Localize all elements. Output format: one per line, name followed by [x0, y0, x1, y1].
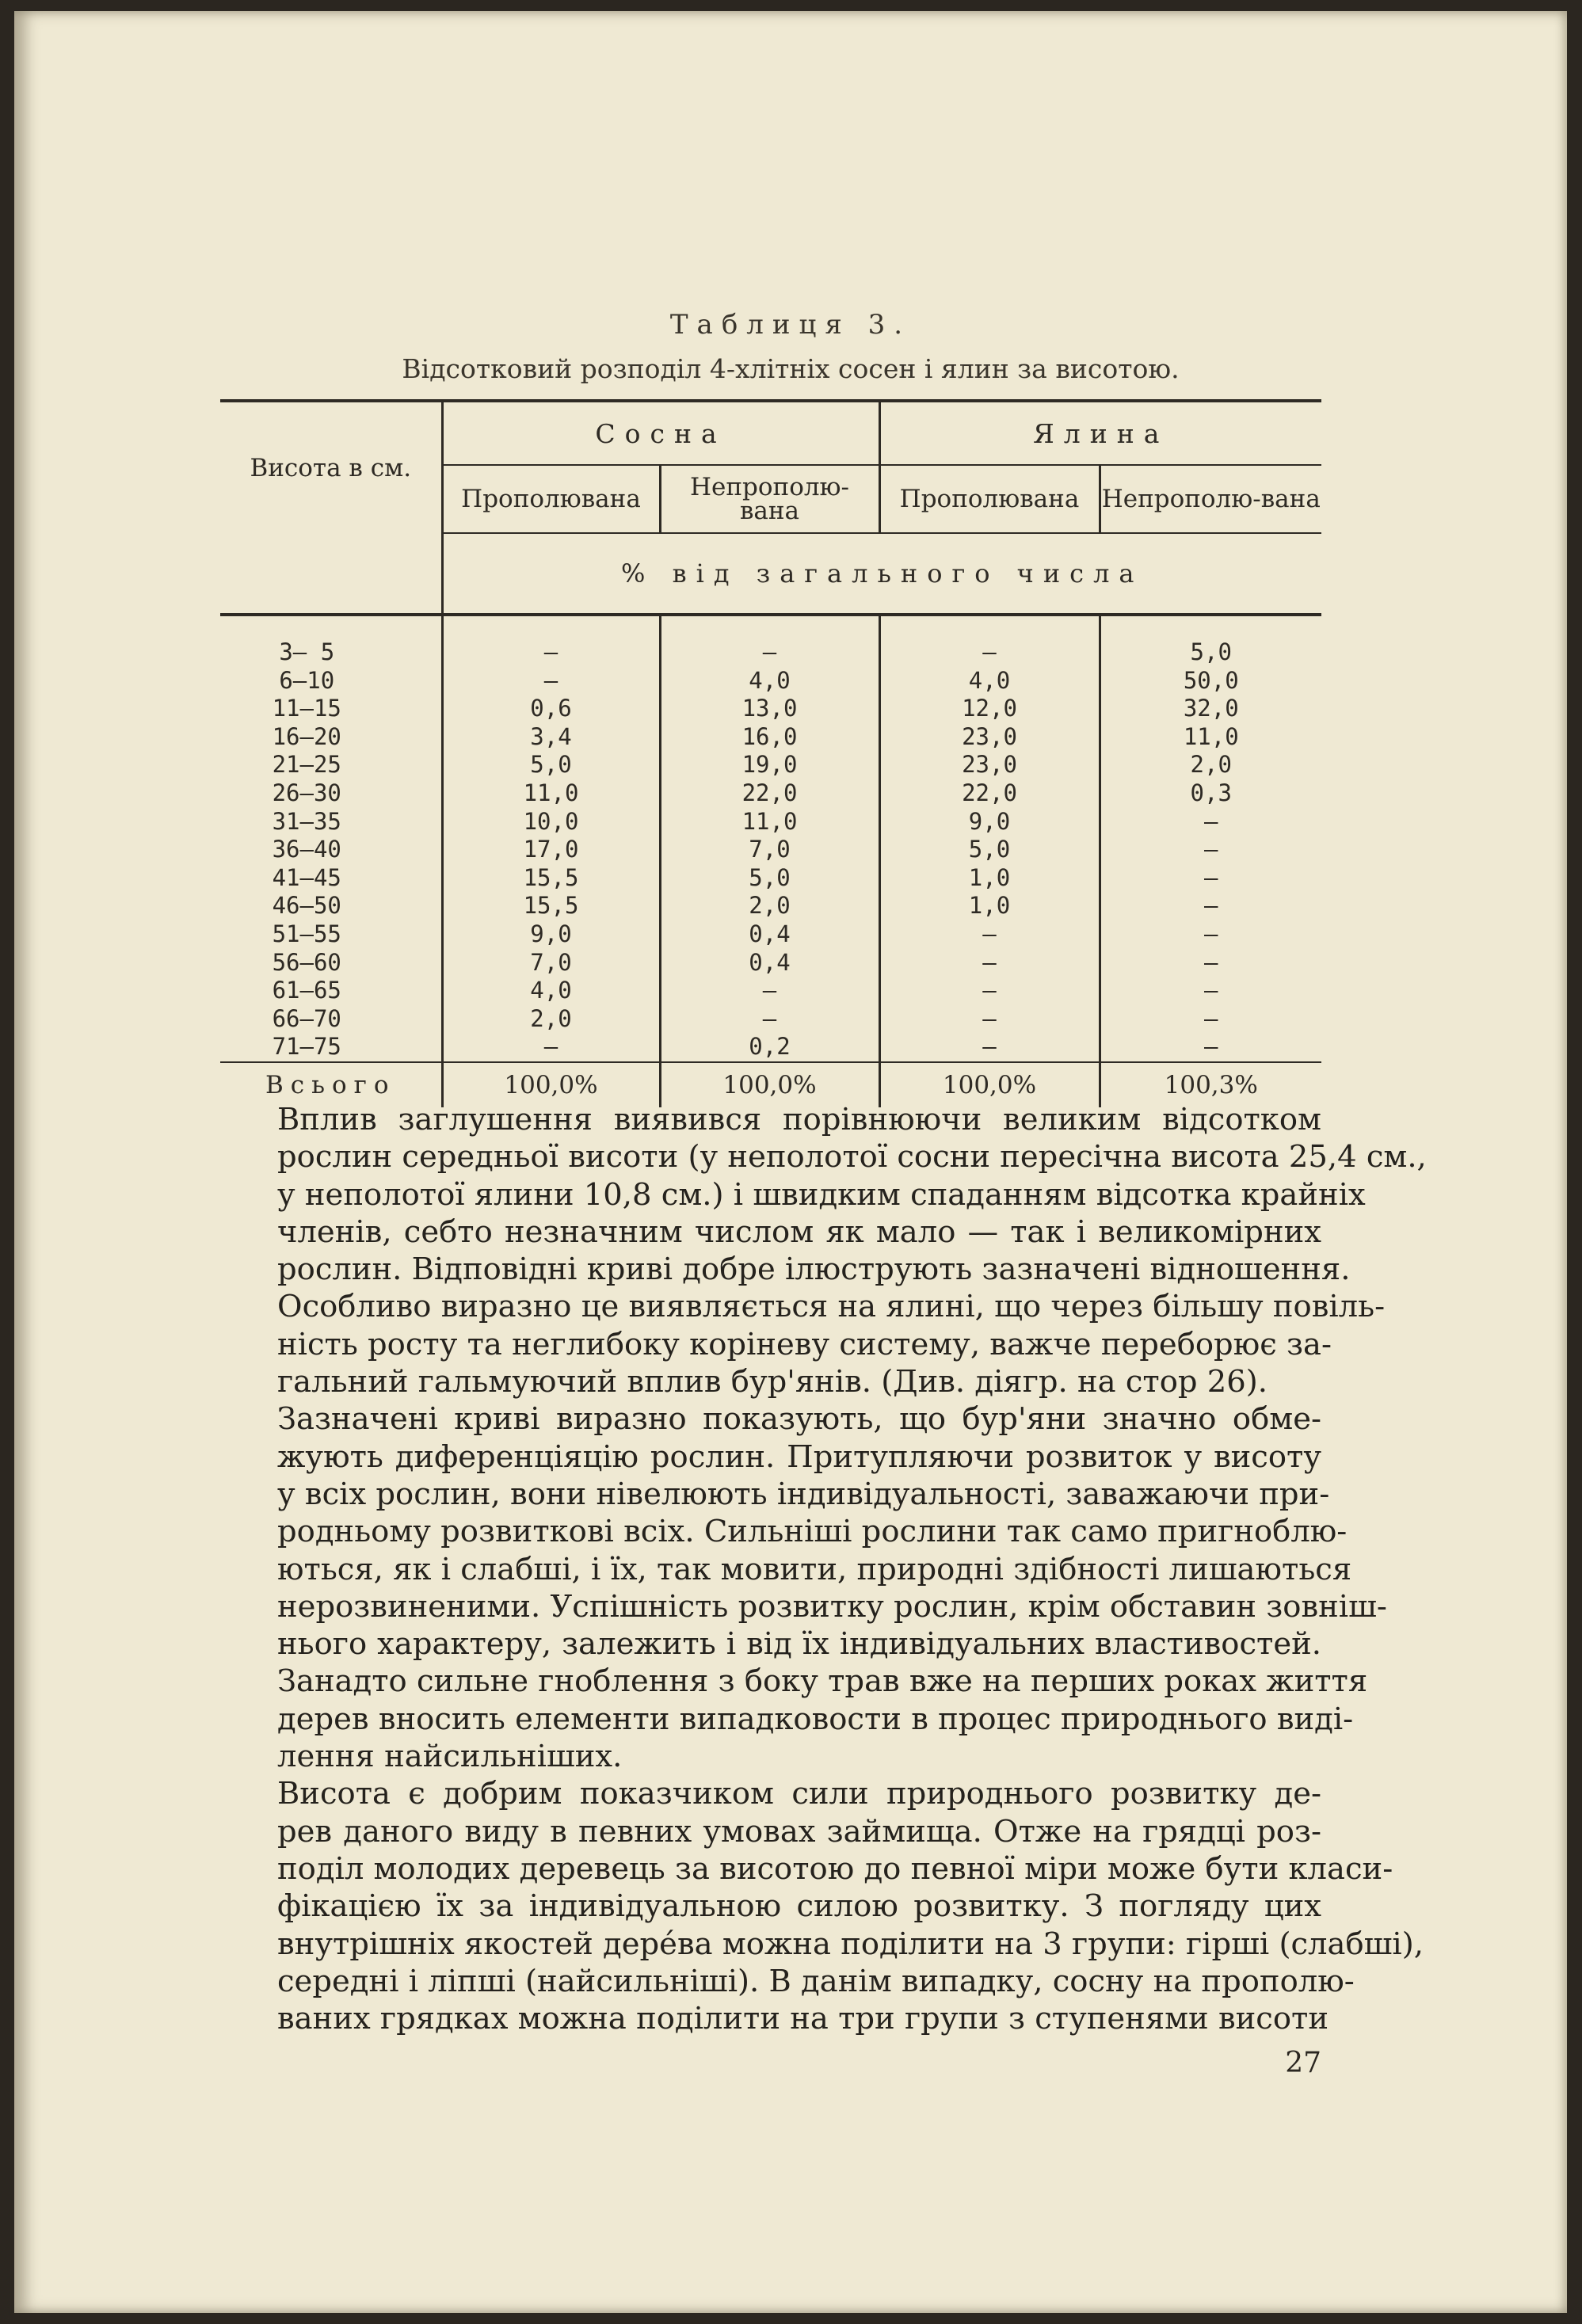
text-line: ваних грядках можна поділити на три групи з ступенями висоти: [277, 2001, 1328, 2037]
text-line: членів, себто незначним числом як мало — так і великомірних: [277, 1213, 1321, 1250]
book-page: [14, 11, 1567, 2313]
text-line: гальний гальмуючий вплив бур'янів. (Див. діягр. на стор 26).: [277, 1364, 1268, 1400]
value-cell: 22,0: [660, 779, 879, 808]
value-cell: —: [1100, 836, 1321, 864]
value-cell: 4,0: [442, 977, 660, 1005]
paragraph: [277, 1775, 1424, 2037]
value-cell: 5,0: [442, 751, 660, 779]
value-cell: 0,3: [1100, 779, 1321, 808]
value-cell: 0,2: [660, 1033, 879, 1062]
subheader-pine-unweeded: Непрополю-вана: [660, 465, 879, 533]
value-cell: 4,0: [879, 667, 1100, 695]
height-range-cell: 51—55: [272, 920, 341, 947]
value-cell: —: [879, 1033, 1100, 1062]
text-line: фікацією їх за індивідуальною силою розвитку. З погляду цих: [277, 1888, 1321, 1925]
table-row: [220, 836, 1321, 864]
text-line: родньому розвиткові всіх. Сильніші рослини так само пригноблю-: [277, 1514, 1348, 1550]
table-row: [220, 615, 1321, 667]
value-cell: 11,0: [660, 808, 879, 836]
value-cell: 11,0: [442, 779, 660, 808]
value-cell: 22,0: [879, 779, 1100, 808]
text-line: жують диференціяцію рослин. Притупляючи розвиток у висоту: [277, 1438, 1321, 1475]
text-line: середні і ліпші (найсильніші). В данім випадку, сосну на прополю-: [277, 1963, 1355, 1999]
value-cell: 5,0: [879, 836, 1100, 864]
value-cell: —: [879, 1005, 1100, 1034]
value-cell: —: [879, 920, 1100, 949]
value-cell: —: [442, 615, 660, 667]
table-row: [220, 949, 1321, 977]
table-row: [220, 808, 1321, 836]
text-line: ність росту та неглибоку коріневу систему, важче переборює за-: [277, 1326, 1332, 1362]
value-cell: 32,0: [1100, 695, 1321, 723]
text-line: поділ молодих деревець за висотою до певної міри може бути класи-: [277, 1850, 1393, 1887]
subheader-pine-weeded: Прополювана: [442, 465, 660, 533]
height-range-cell: 31—35: [272, 807, 341, 835]
value-cell: 0,6: [442, 695, 660, 723]
value-cell: 17,0: [442, 836, 660, 864]
height-distribution-table: [220, 399, 1321, 1107]
paragraph: [277, 1400, 1387, 1775]
value-cell: —: [1100, 977, 1321, 1005]
value-cell: —: [879, 977, 1100, 1005]
text-line: у всіх рослин, вони нівелюють індивідуальності, заважаючи при-: [277, 1476, 1330, 1512]
value-cell: 19,0: [660, 751, 879, 779]
value-cell: 11,0: [1100, 723, 1321, 752]
value-cell: 9,0: [442, 920, 660, 949]
page-number: 27: [1285, 2047, 1321, 2079]
height-range-cell: 46—50: [272, 892, 341, 920]
table-row: [220, 779, 1321, 808]
height-range-cell: 56—60: [272, 948, 341, 976]
height-range-cell: 21—25: [272, 751, 341, 779]
total-spruce-unweeded: 100,3%: [1100, 1062, 1321, 1107]
text-line: ються, як і слабші, і їх, так мовити, природні здібності лишаються: [277, 1551, 1352, 1587]
body-text: [277, 1101, 1427, 2037]
value-cell: 7,0: [442, 949, 660, 977]
value-cell: —: [442, 1033, 660, 1062]
species-header-pine: Сосна: [442, 401, 879, 465]
height-range-cell: 36—40: [272, 836, 341, 863]
table-row: [220, 751, 1321, 779]
value-cell: 3,4: [442, 723, 660, 752]
value-cell: 12,0: [879, 695, 1100, 723]
value-cell: 23,0: [879, 751, 1100, 779]
paragraph: [277, 1101, 1427, 1400]
table-row: [220, 920, 1321, 949]
table-row: [220, 864, 1321, 893]
value-cell: 4,0: [660, 667, 879, 695]
height-range-cell: 16—20: [272, 722, 341, 750]
table-row: [220, 1033, 1321, 1062]
percent-header: % від загального числа: [442, 533, 1321, 615]
text-line: рослин середньої висоти (у неполотої сосни пересічна висота 25,4 см.,: [277, 1139, 1427, 1175]
value-cell: 5,0: [660, 864, 879, 893]
height-range-cell: 71—75: [272, 1033, 341, 1061]
table-body: [220, 615, 1321, 1062]
height-column-header: Висота в см.: [250, 453, 412, 482]
table-row: [220, 723, 1321, 752]
value-cell: 1,0: [879, 892, 1100, 920]
height-range-cell: 26—30: [272, 779, 341, 806]
value-cell: 15,5: [442, 864, 660, 893]
text-line: нерозвиненими. Успішність розвитку рослин, крім обставин зовніш-: [277, 1588, 1387, 1625]
text-line: у неполотої ялини 10,8 см.) і швидким спаданням відсотка крайніх: [277, 1176, 1366, 1213]
value-cell: —: [1100, 1033, 1321, 1062]
value-cell: 2,0: [442, 1005, 660, 1034]
text-line: Вплив заглушення виявився порівнюючи великим відсотком: [277, 1102, 1321, 1137]
height-range-cell: 6—10: [279, 666, 335, 694]
value-cell: —: [442, 667, 660, 695]
value-cell: 10,0: [442, 808, 660, 836]
table-row: [220, 667, 1321, 695]
text-line: Особливо виразно це виявляється на ялині, що через більшу повіль-: [277, 1289, 1386, 1325]
value-cell: 9,0: [879, 808, 1100, 836]
text-line: Занадто сильне гноблення з боку трав вже на перших роках життя: [277, 1663, 1368, 1700]
value-cell: —: [660, 977, 879, 1005]
value-cell: 23,0: [879, 723, 1100, 752]
text-line: дерев вносить елементи випадковости в процес природнього виді-: [277, 1701, 1354, 1737]
table-row: [220, 695, 1321, 723]
value-cell: —: [660, 615, 879, 667]
total-label: Всього: [220, 1062, 442, 1107]
value-cell: 0,4: [660, 949, 879, 977]
value-cell: 1,0: [879, 864, 1100, 893]
value-cell: 50,0: [1100, 667, 1321, 695]
value-cell: —: [660, 1005, 879, 1034]
value-cell: 5,0: [1100, 615, 1321, 667]
value-cell: —: [879, 949, 1100, 977]
table-subcaption: Відсотковий розподіл 4-хлітніх сосен і ялин за висотою.: [402, 353, 1180, 384]
text-line: рослин. Відповідні криві добре ілюструють зазначені відношення.: [277, 1252, 1351, 1288]
subheader-spruce-unweeded: Непрополю-вана: [1100, 465, 1321, 533]
value-cell: —: [1100, 949, 1321, 977]
value-cell: 7,0: [660, 836, 879, 864]
value-cell: —: [1100, 864, 1321, 893]
text-line: нього характеру, залежить і від їх індивідуальних властивостей.: [277, 1626, 1321, 1663]
value-cell: —: [1100, 920, 1321, 949]
height-range-cell: 41—45: [272, 863, 341, 891]
value-cell: 2,0: [660, 892, 879, 920]
table-caption: Таблиця 3.: [669, 309, 912, 341]
value-cell: 0,4: [660, 920, 879, 949]
value-cell: 2,0: [1100, 751, 1321, 779]
text-line: внутрішніх якостей дерéва можна поділити на 3 групи: гірші (слабші),: [277, 1926, 1424, 1962]
table-row: [220, 977, 1321, 1005]
table-row: [220, 892, 1321, 920]
value-cell: 16,0: [660, 723, 879, 752]
text-line: Зазначені криві виразно показують, що бур'яни значно обме-: [277, 1401, 1321, 1438]
value-cell: —: [1100, 892, 1321, 920]
value-cell: —: [1100, 808, 1321, 836]
height-range-cell: 66—70: [272, 1004, 341, 1032]
text-line: лення найсильніших.: [277, 1739, 623, 1775]
height-range-cell: 3— 5: [279, 638, 335, 665]
total-pine-unweeded: 100,0%: [660, 1062, 879, 1107]
text-line: рев даного виду в певних умовах займища. Отже на грядці роз-: [277, 1813, 1321, 1850]
total-spruce-weeded: 100,0%: [879, 1062, 1100, 1107]
value-cell: 15,5: [442, 892, 660, 920]
table-row: [220, 1005, 1321, 1034]
total-pine-weeded: 100,0%: [442, 1062, 660, 1107]
height-range-cell: 61—65: [272, 977, 341, 1004]
value-cell: —: [879, 615, 1100, 667]
subheader-spruce-weeded: Прополювана: [879, 465, 1100, 533]
value-cell: —: [1100, 1005, 1321, 1034]
species-header-spruce: Ялина: [879, 401, 1321, 465]
height-range-cell: 11—15: [272, 695, 341, 722]
text-line: Висота є добрим показчиком сили природнього розвитку де-: [277, 1776, 1321, 1812]
value-cell: 13,0: [660, 695, 879, 723]
